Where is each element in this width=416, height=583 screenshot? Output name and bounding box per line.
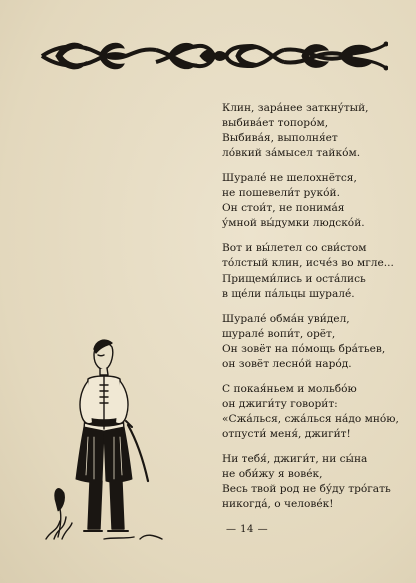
- poem-line: никогда́, о челове́к!: [222, 498, 334, 511]
- poem-line: шурале́ вопи́т, орёт,: [222, 327, 336, 340]
- stanza: [222, 312, 408, 372]
- poem-line: Ни тебя́, джиги́т, ни сы́на: [222, 452, 368, 465]
- poem-line: не оби́жу я вове́к,: [222, 467, 323, 480]
- poem-line: в ще́ли па́льцы шурале́.: [222, 287, 355, 300]
- poem-line: Клин, зара́нее заткну́тый,: [222, 102, 369, 114]
- page-number: — 14 —: [226, 524, 269, 535]
- poem-line: Он зовёт на по́мощь бра́тьев,: [222, 342, 386, 355]
- poem-line: Весь твой род не бу́ду тро́гать: [222, 483, 391, 496]
- poem-line: Шурале́ не шелохнётся,: [222, 172, 357, 185]
- poem-line: выбива́ет топоро́м,: [222, 117, 329, 130]
- stanza: [222, 171, 408, 231]
- poem-line: Вот и вы́летел со сви́стом: [222, 242, 367, 255]
- poem-line: С покая́ньем и мольбо́ю: [222, 382, 357, 395]
- ornamental-vine-divider-icon: [40, 38, 388, 74]
- stanza: [222, 382, 408, 442]
- poem-text: [222, 101, 408, 522]
- stanza: [222, 452, 408, 512]
- stanza: [222, 241, 408, 301]
- poem-line: у́мной вы́думки людско́й.: [222, 217, 365, 230]
- poem-line: Шурале́ обма́н уви́дел,: [222, 312, 350, 325]
- poem-line: отпусти́ меня́, джиги́т!: [222, 427, 351, 440]
- poem-line: он джиги́ту говори́т:: [222, 397, 338, 410]
- poem-line: то́лстый клин, исче́з во мгле...: [222, 257, 394, 270]
- poem-line: Прищеми́лись и оста́лись: [222, 272, 366, 285]
- poem-line: не пошевели́т руко́й.: [222, 187, 340, 200]
- poem-line: он зовёт лесно́й наро́д.: [222, 357, 352, 370]
- poem-line: Выбива́я, выполня́ет: [222, 132, 338, 145]
- standing-horseman-figure-icon: [44, 333, 174, 545]
- poem-line: «Сжа́лься, сжа́лься на́до мно́ю,: [222, 412, 399, 425]
- poem-line: ло́вкий за́мысел тайко́м.: [222, 147, 361, 160]
- stanza: [222, 101, 408, 161]
- poem-line: Он стои́т, не понима́я: [222, 202, 345, 215]
